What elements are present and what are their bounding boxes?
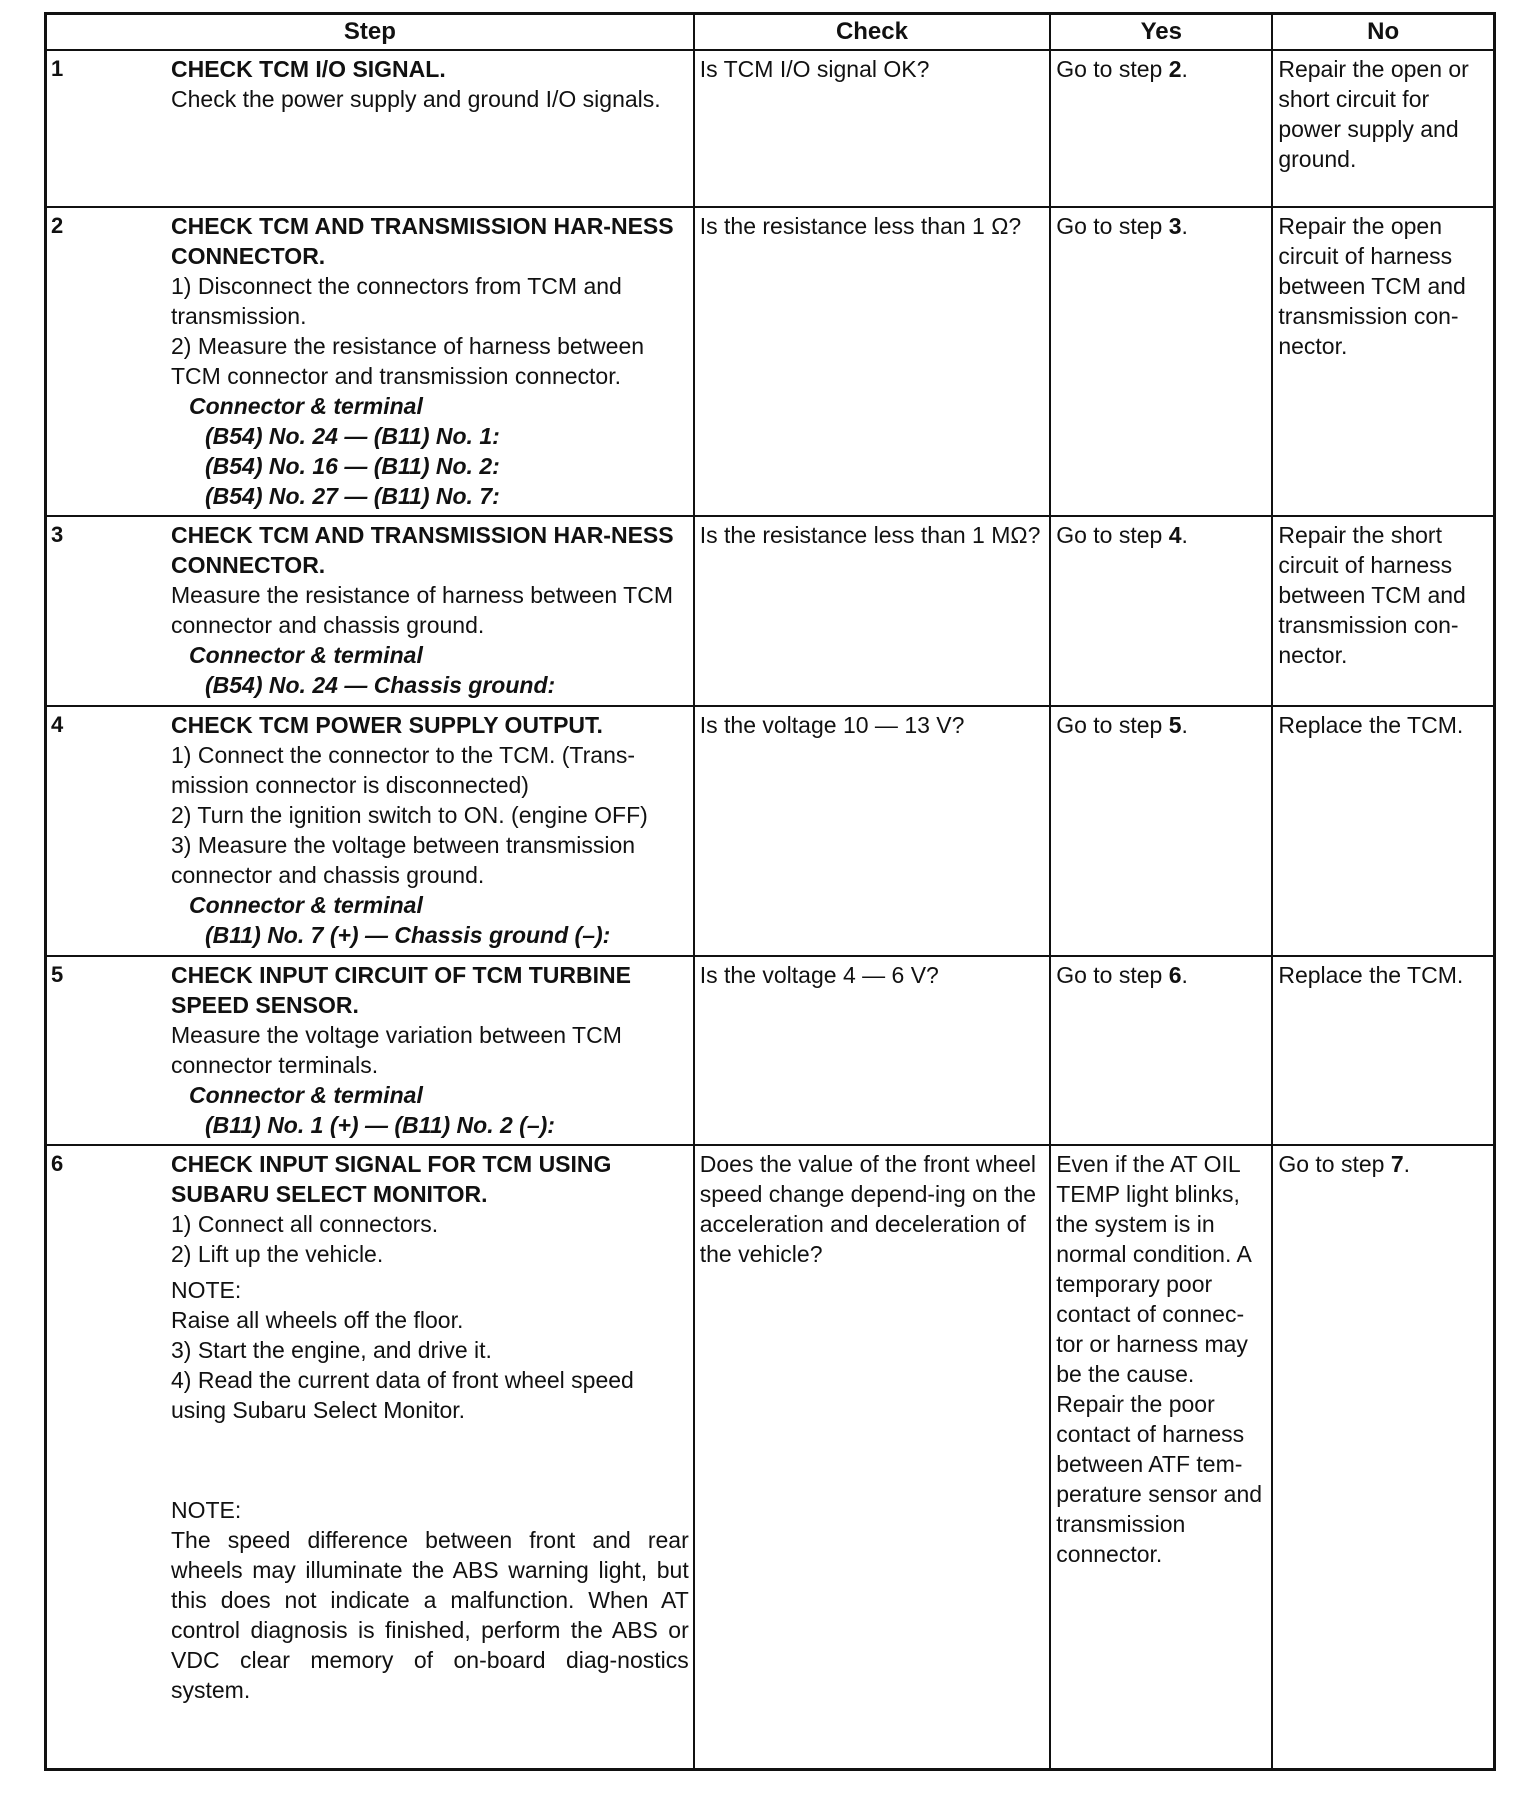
- yes-cell: Even if the AT OIL TEMP light blinks, the system is in normal condition. A temporary poor contact of connec-tor or harness may be the cause. Repair the poor contact of harness between ATF tem-perature sensor and transmission connector.: [1050, 1145, 1272, 1769]
- header-yes: Yes: [1050, 14, 1272, 51]
- step-text: 2) Turn the ignition switch to ON. (engine OFF): [171, 802, 648, 828]
- step-cell: [46, 207, 694, 516]
- connector-terminal-item: (B54) No. 24 — (B11) No. 1:: [205, 423, 500, 449]
- no-text: Go to step: [1278, 1151, 1391, 1177]
- connector-terminal-item: (B54) No. 27 — (B11) No. 7:: [205, 483, 500, 509]
- step-text: Check the power supply and ground I/O signals.: [171, 86, 661, 112]
- check-cell: Does the value of the front wheel speed change depend-ing on the acceleration and deceleration of the vehicle?: [694, 1145, 1050, 1769]
- punct: .: [1181, 522, 1188, 548]
- step-title: CHECK TCM AND TRANSMISSION HAR-NESS CONNECTOR.: [171, 213, 674, 269]
- step-ref: 7: [1390, 1151, 1404, 1177]
- step-ref: 2: [1168, 56, 1182, 82]
- no-cell: Repair the open or short circuit for power supply and ground.: [1272, 50, 1494, 207]
- no-cell: Repair the open circuit of harness between TCM and transmission con-nector.: [1272, 207, 1494, 516]
- step-ref: 6: [1168, 962, 1182, 988]
- step-title: CHECK INPUT CIRCUIT OF TCM TURBINE SPEED SENSOR.: [171, 962, 631, 1018]
- no-cell: Replace the TCM.: [1272, 956, 1494, 1145]
- step-text: 2) Lift up the vehicle.: [171, 1241, 384, 1267]
- connector-terminal-heading: Connector & terminal: [189, 642, 423, 668]
- connector-terminal-item: (B54) No. 24 — Chassis ground:: [205, 672, 556, 698]
- punct: .: [1181, 56, 1188, 82]
- check-cell: Is TCM I/O signal OK?: [694, 50, 1050, 207]
- yes-cell: [1050, 516, 1272, 706]
- no-cell: [1272, 1145, 1494, 1769]
- check-cell: Is the resistance less than 1 Ω?: [694, 207, 1050, 516]
- punct: .: [1181, 962, 1188, 988]
- no-cell: Repair the short circuit of harness between TCM and transmission con-nector.: [1272, 516, 1494, 706]
- yes-text: Go to step: [1056, 213, 1169, 239]
- step-number: 3: [51, 522, 64, 547]
- step-text: 1) Disconnect the connectors from TCM and transmission.: [171, 273, 622, 329]
- connector-terminal-heading: Connector & terminal: [189, 393, 423, 419]
- diagnostic-table: [44, 12, 1496, 1771]
- step-number: 6: [51, 1151, 64, 1176]
- yes-text: Go to step: [1056, 522, 1169, 548]
- table-row: [46, 706, 1495, 956]
- yes-text: Go to step: [1056, 56, 1169, 82]
- step-text: 3) Start the engine, and drive it.: [171, 1337, 492, 1363]
- connector-terminal-heading: Connector & terminal: [189, 892, 423, 918]
- step-cell: [46, 1145, 694, 1769]
- table-row: [46, 956, 1495, 1145]
- punct: .: [1181, 213, 1188, 239]
- spacer: [171, 1425, 689, 1495]
- step-number: 4: [51, 712, 64, 737]
- step-text: 3) Measure the voltage between transmission connector and chassis ground.: [171, 832, 636, 888]
- step-cell: [46, 956, 694, 1145]
- yes-cell: [1050, 706, 1272, 956]
- table-row: [46, 50, 1495, 207]
- step-number: 2: [51, 213, 64, 238]
- yes-cell: [1050, 50, 1272, 207]
- table-row: [46, 1145, 1495, 1769]
- no-cell: Replace the TCM.: [1272, 706, 1494, 956]
- step-ref: 3: [1168, 213, 1182, 239]
- connector-terminal-heading: Connector & terminal: [189, 1082, 423, 1108]
- note-label: NOTE:: [171, 1277, 242, 1303]
- yes-text: Go to step: [1056, 962, 1169, 988]
- step-text: Measure the resistance of harness between TCM connector and chassis ground.: [171, 582, 673, 638]
- step-number: 5: [51, 962, 64, 987]
- step-text: Measure the voltage variation between TCM connector terminals.: [171, 1022, 622, 1078]
- header-step: Step: [46, 14, 694, 51]
- table-row: [46, 207, 1495, 516]
- yes-cell: [1050, 207, 1272, 516]
- yes-text: Go to step: [1056, 712, 1169, 738]
- header-row: [46, 14, 1495, 51]
- note-text: The speed difference between front and rear wheels may illuminate the ABS warning light, but this does not indicate a malfunction. When AT control diagnosis is finished, perform the ABS or VDC clear memory of on-board diag-nostics system.: [171, 1527, 689, 1703]
- step-ref: 4: [1168, 522, 1182, 548]
- step-cell: [46, 706, 694, 956]
- note-label: NOTE:: [171, 1497, 242, 1523]
- step-ref: 5: [1168, 712, 1182, 738]
- connector-terminal-item: (B11) No. 7 (+) — Chassis ground (–):: [205, 922, 611, 948]
- header-check: Check: [694, 14, 1050, 51]
- step-text: 1) Connect all connectors.: [171, 1211, 439, 1237]
- yes-cell: [1050, 956, 1272, 1145]
- step-title: CHECK TCM I/O SIGNAL.: [171, 56, 446, 82]
- connector-terminal-item: (B11) No. 1 (+) — (B11) No. 2 (–):: [205, 1112, 555, 1138]
- connector-terminal-item: (B54) No. 16 — (B11) No. 2:: [205, 453, 500, 479]
- step-text: 2) Measure the resistance of harness between TCM connector and transmission connector.: [171, 333, 645, 389]
- header-no: No: [1272, 14, 1494, 51]
- step-title: CHECK TCM AND TRANSMISSION HAR-NESS CONNECTOR.: [171, 522, 674, 578]
- step-number: 1: [51, 56, 64, 81]
- step-title: CHECK TCM POWER SUPPLY OUTPUT.: [171, 712, 603, 738]
- note-text: Raise all wheels off the floor.: [171, 1307, 464, 1333]
- step-cell: [46, 50, 694, 207]
- step-text: 1) Connect the connector to the TCM. (Trans-mission connector is disconnected): [171, 742, 636, 798]
- check-cell: Is the resistance less than 1 MΩ?: [694, 516, 1050, 706]
- step-cell: [46, 516, 694, 706]
- table-row: [46, 516, 1495, 706]
- punct: .: [1181, 712, 1188, 738]
- step-text: 4) Read the current data of front wheel speed using Subaru Select Monitor.: [171, 1367, 634, 1423]
- check-cell: Is the voltage 10 — 13 V?: [694, 706, 1050, 956]
- check-cell: Is the voltage 4 — 6 V?: [694, 956, 1050, 1145]
- step-title: CHECK INPUT SIGNAL FOR TCM USING SUBARU SELECT MONITOR.: [171, 1151, 612, 1207]
- punct: .: [1403, 1151, 1411, 1177]
